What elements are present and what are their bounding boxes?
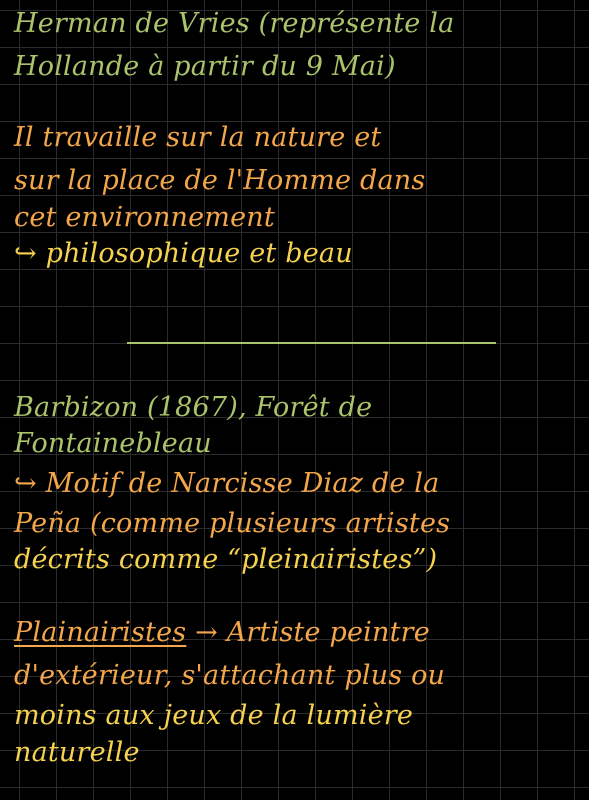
- barbizon-line-1: Barbizon (1867), Forêt de: [14, 392, 373, 423]
- plainairistes-line-1: [14, 617, 430, 648]
- nature-line-1: Il travaille sur la nature et: [14, 122, 382, 153]
- barbizon-line-5: décrits comme “pleinairistes”): [14, 544, 438, 575]
- herman-line-1: Herman de Vries (représente la: [14, 8, 455, 39]
- plainairistes-definition-start: → Artiste peintre: [186, 617, 430, 648]
- plainairistes-line-4: naturelle: [14, 737, 140, 768]
- barbizon-line-4: Peña (comme plusieurs artistes: [14, 508, 451, 539]
- nature-line-3: cet environnement: [14, 202, 275, 233]
- plainairistes-line-2: d'extérieur, s'attachant plus ou: [14, 660, 446, 691]
- barbizon-line-3: ↪ Motif de Narcisse Diaz de la: [14, 468, 440, 499]
- barbizon-line-2: Fontainebleau: [14, 428, 212, 459]
- divider-line: [127, 342, 496, 344]
- herman-line-2: Hollande à partir du 9 Mai): [14, 51, 396, 82]
- nature-line-2: sur la place de l'Homme dans: [14, 165, 426, 196]
- nature-line-4: ↪ philosophique et beau: [14, 238, 353, 269]
- plainairistes-line-3: moins aux jeux de la lumière: [14, 700, 414, 731]
- plainairistes-term: Plainairistes: [14, 617, 187, 648]
